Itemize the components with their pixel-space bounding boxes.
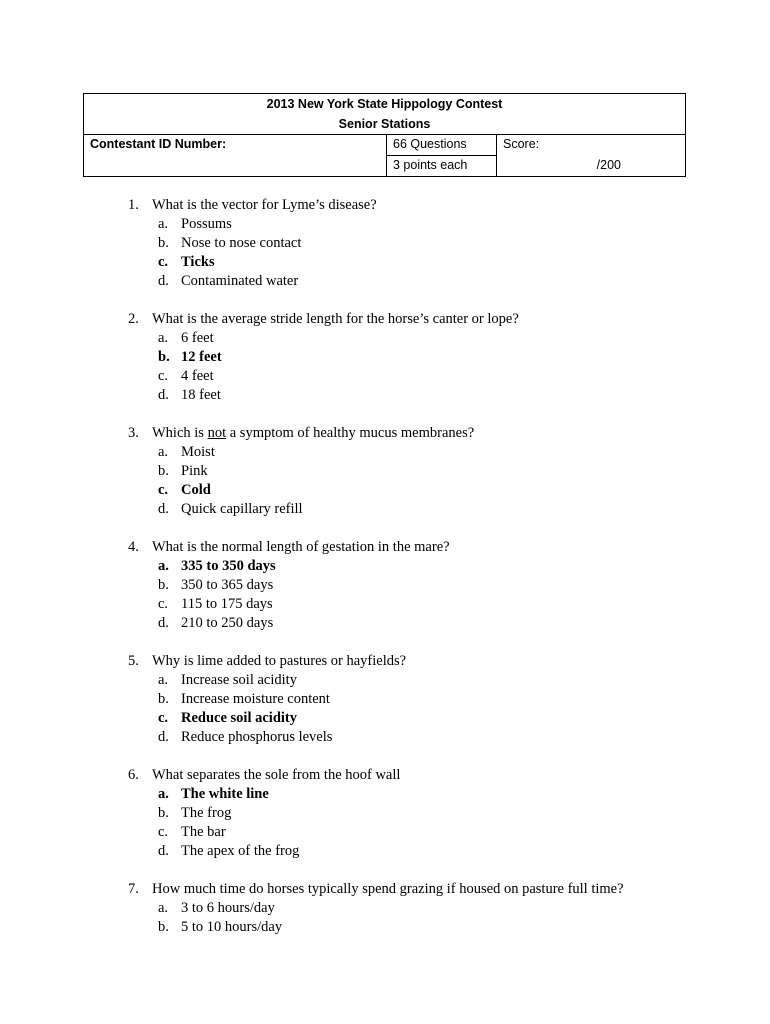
questions-count: 66 Questions [387,135,497,156]
option-letter: b. [158,235,169,251]
option-letter: d. [158,387,169,403]
question-number: 3. [128,425,139,441]
option-letter: d. [158,615,169,631]
option-letter: b. [158,463,169,479]
option-letter: d. [158,843,169,859]
option-text: Cold [181,482,211,498]
option-letter: a. [158,672,169,688]
answer-option [128,918,624,937]
question-6 [128,766,624,861]
option-text: Contaminated water [181,273,299,289]
question-5 [128,652,624,747]
answer-option [128,272,624,291]
answer-option-correct [128,785,624,804]
answer-option-correct [128,709,624,728]
option-text: 6 feet [181,330,214,346]
option-letter: a. [158,786,169,802]
option-text: Increase moisture content [181,691,330,707]
score-total: /200 [596,158,621,172]
option-text: 350 to 365 days [181,577,274,593]
question-2 [128,310,624,405]
question-number: 2. [128,311,139,327]
option-letter: b. [158,919,169,935]
option-text: Ticks [181,254,215,270]
contest-title-cell [84,94,686,135]
option-text: Moist [181,444,215,460]
answer-option [128,671,624,690]
option-text: 18 feet [181,387,221,403]
points-each: 3 points each [387,156,497,177]
answer-option [128,576,624,595]
answer-option [128,500,624,519]
question-4 [128,538,624,633]
answer-option [128,804,624,823]
contestant-id-label: Contestant ID Number: [84,135,387,177]
option-text: 3 to 6 hours/day [181,900,275,916]
question-number: 5. [128,653,139,669]
contest-subtitle: Senior Stations [338,117,431,131]
answer-option [128,595,624,614]
answer-option [128,614,624,633]
option-text: 335 to 350 days [181,558,276,574]
option-text: Nose to nose contact [181,235,302,251]
option-letter: a. [158,444,169,460]
option-letter: a. [158,216,169,232]
contest-header-table [83,93,686,177]
answer-option-correct [128,348,624,367]
score-cell [497,135,686,177]
question-list [128,196,624,956]
answer-option [128,899,624,918]
question-number: 1. [128,197,139,213]
option-letter: c. [158,254,169,270]
answer-option [128,367,624,386]
option-letter: b. [158,691,169,707]
option-text: The bar [181,824,226,840]
question-text-start: Which is [152,425,208,441]
answer-option-correct [128,253,624,272]
contest-title: 2013 New York State Hippology Contest [266,97,503,111]
option-text: Quick capillary refill [181,501,303,517]
answer-option [128,215,624,234]
question-7 [128,880,624,937]
question-text: How much time do horses typically spend grazing if housed on pasture full time? [152,881,624,897]
option-letter: b. [158,577,169,593]
option-text: The frog [181,805,232,821]
option-text: Reduce phosphorus levels [181,729,333,745]
option-letter: a. [158,900,169,916]
question-text: What is the vector for Lyme’s disease? [152,197,377,213]
answer-option [128,386,624,405]
question-number: 7. [128,881,139,897]
option-letter: d. [158,501,169,517]
option-text: 210 to 250 days [181,615,274,631]
option-text: Reduce soil acidity [181,710,297,726]
option-letter: a. [158,330,169,346]
option-text: 5 to 10 hours/day [181,919,283,935]
option-letter: c. [158,824,169,840]
question-3 [128,424,624,519]
answer-option [128,823,624,842]
option-letter: c. [158,596,169,612]
question-text-end: a symptom of healthy mucus membranes? [226,425,475,441]
question-text: What is the average stride length for the horse’s canter or lope? [152,311,519,327]
answer-option-correct [128,557,624,576]
option-letter: d. [158,729,169,745]
option-letter: c. [158,710,169,726]
option-letter: b. [158,349,170,365]
score-label: Score: [503,137,540,151]
option-text: 4 feet [181,368,214,384]
option-letter: d. [158,273,169,289]
answer-option [128,443,624,462]
option-text: The white line [181,786,269,802]
question-text-emphasis: not [207,425,227,441]
answer-option [128,329,624,348]
question-text: What is the normal length of gestation in the mare? [152,539,450,555]
answer-option-correct [128,481,624,500]
answer-option [128,462,624,481]
question-number: 6. [128,767,139,783]
answer-option [128,234,624,253]
option-text: 12 feet [181,349,222,365]
question-text: What separates the sole from the hoof wall [152,767,401,783]
option-text: Pink [181,463,208,479]
option-letter: c. [158,368,169,384]
question-1 [128,196,624,291]
answer-option [128,728,624,747]
answer-option [128,690,624,709]
answer-option [128,842,624,861]
question-text: Why is lime added to pastures or hayfields? [152,653,407,669]
question-number: 4. [128,539,139,555]
option-text: The apex of the frog [181,843,300,859]
option-letter: b. [158,805,169,821]
option-text: Possums [181,216,232,232]
option-text: Increase soil acidity [181,672,297,688]
option-letter: a. [158,558,169,574]
option-text: 115 to 175 days [181,596,273,612]
option-letter: c. [158,482,169,498]
